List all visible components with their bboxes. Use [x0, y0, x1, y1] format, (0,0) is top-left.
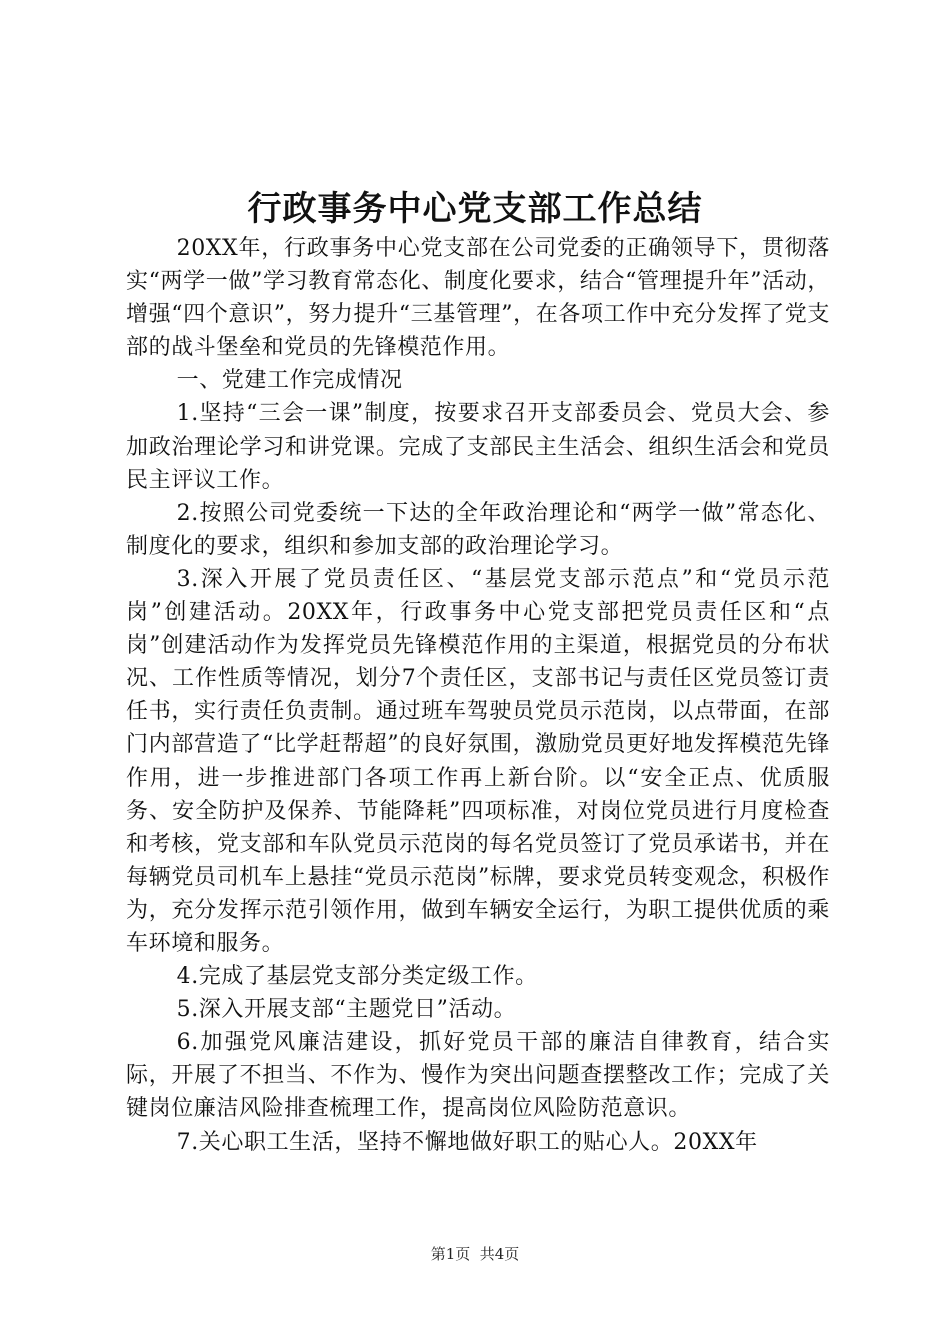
document-title: 行政事务中心党支部工作总结: [247, 189, 703, 229]
paragraph-item-4: 4.完成了基层党支部分类定级工作。: [176, 964, 538, 990]
paragraph-item-1: 1.坚持“三会一课”制度，按要求召开支部委员会、党员大会、参加政治理论学习和讲党课。完成了支部民主生活会、组织生活会和党员民主评议工作。: [126, 401, 830, 493]
paragraph-item-7: 7.关心职工生活，坚持不懈地做好职工的贴心人。20XX年: [176, 1129, 758, 1155]
page-footer: [0, 1244, 950, 1264]
paragraph-item-6: 6.加强党风廉洁建设，抓好党员干部的廉洁自律教育，结合实际，开展了不担当、不作为、慢作为突出问题查摆整改工作；完成了关键岗位廉洁风险排查梳理工作，提高岗位风险防范意识。: [126, 1030, 830, 1122]
page-number-label: 第1页 共4页: [430, 1245, 520, 1263]
paragraph-item-3: 3.深入开展了党员责任区、“基层党支部示范点”和“党员示范岗”创建活动。20XX年，行政事务中心党支部把党员责任区和“点岗”创建活动作为发挥党员先锋模范作用的主渠道，根据党员的分布状况、工作性质等情况，划分7个责任区，支部书记与责任区党员签订责任书，实行责任负责制。通过班车驾驶员党员示范岗，以点带面，在部门内部营造了“比学赶帮超”的良好氛围，激励党员更好地发挥模范先锋作用，进一步推进部门各项工作再上新台阶。以“安全正点、优质服务、安全防护及保养、节能降耗”四项标准，对岗位党员进行月度检查和考核，党支部和车队党员示范岗的每名党员签订了党员承诺书，并在每辆党员司机车上悬挂“党员示范岗”标牌，要求党员转变观念，积极作为，充分发挥示范引领作用，做到车辆安全运行，为职工提供优质的乘车环境和服务。: [126, 566, 830, 956]
paragraph-item-5: 5.深入开展支部“主题党日”活动。: [176, 997, 517, 1023]
paragraph-item-2: 2.按照公司党委统一下达的全年政治理论和“两学一做”常态化、制度化的要求，组织和参加支部的政治理论学习。: [126, 500, 830, 559]
document-body: [126, 232, 830, 1159]
section-heading-party-building: 一、党建工作完成情况: [176, 368, 403, 394]
paragraph-intro: 20XX年，行政事务中心党支部在公司党委的正确领导下，贯彻落实“两学一做”学习教育常态化、制度化要求，结合“管理提升年”活动，增强“四个意识”，努力提升“三基管理”，在各项工作中充分发挥了党支部的战斗堡垒和党员的先锋模范作用。: [126, 236, 830, 361]
